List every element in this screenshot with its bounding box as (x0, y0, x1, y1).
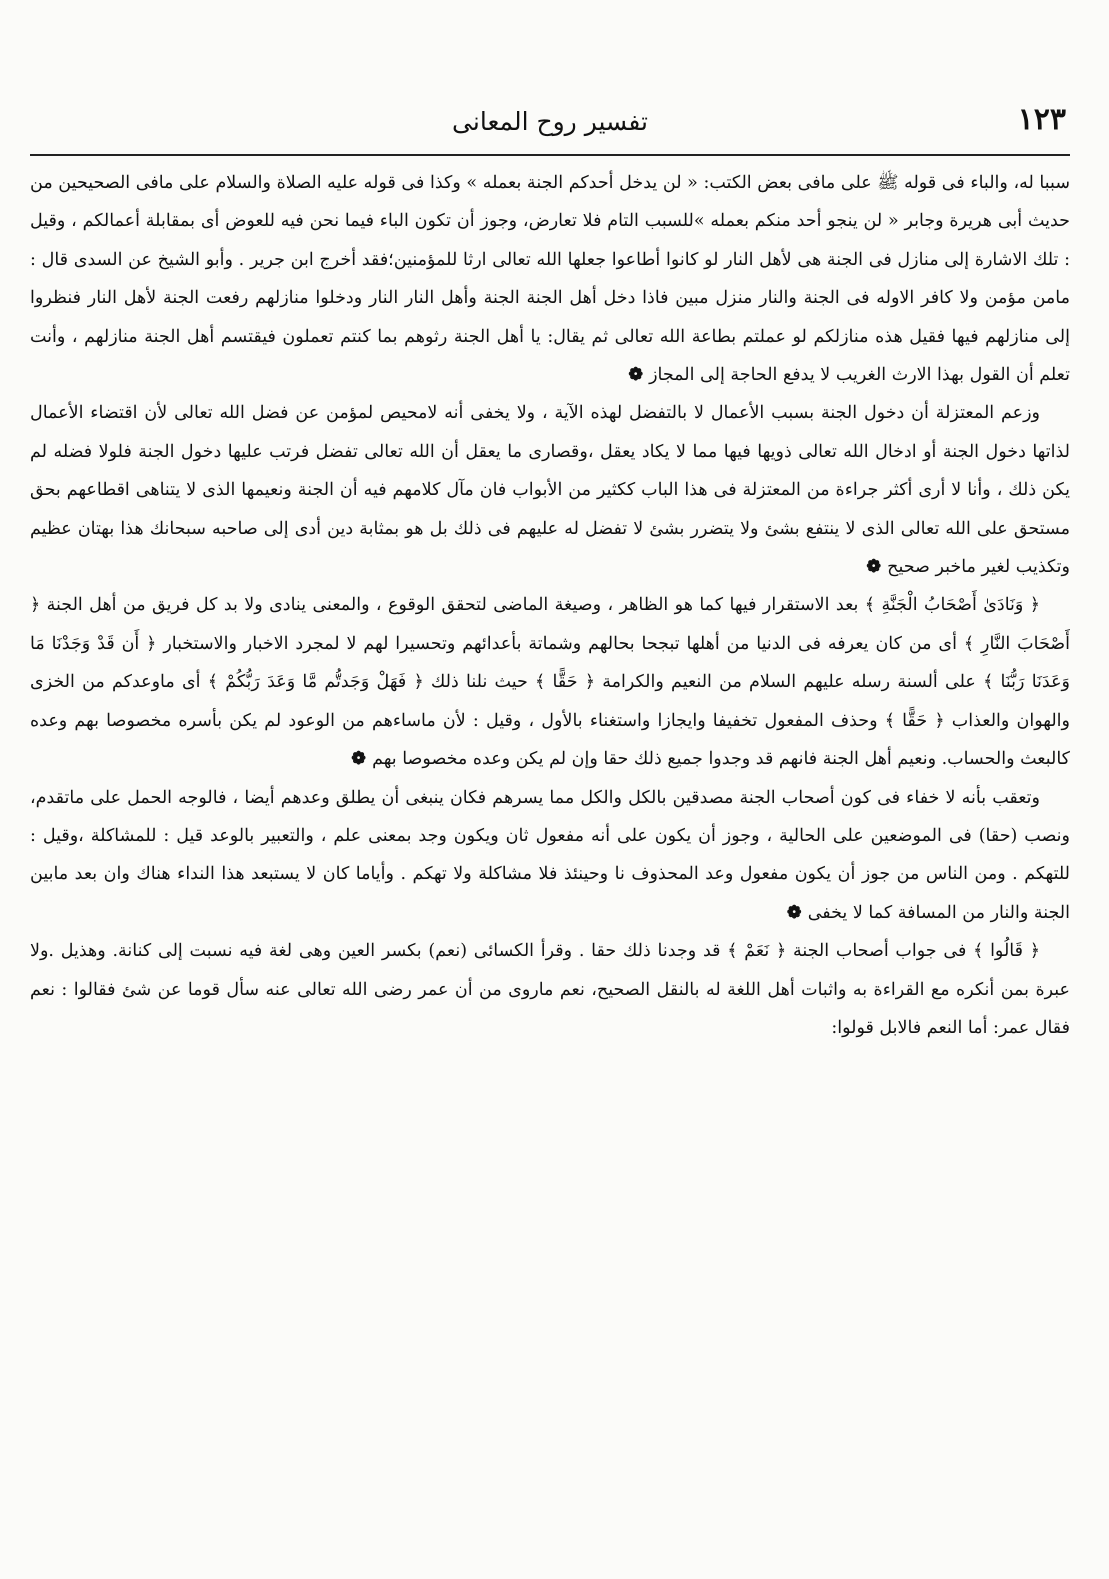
paragraph-text: ﴿ وَنَادَىٰ أَصْحَابُ الْجَنَّةِ ﴾ بعد الاستقرار فيها كما هو الظاهر ، وصيغة الماضى لتحقق الوقوع ، والمعنى ينادى ولا بد كل فريق من أهل الجنة ﴿ أَصْحَابَ النَّارِ ﴾ أى من كان يعرفه فى الدنيا من أهلها تبجحا بحالهم وشماتة بأعدائهم وتحسيرا لهم لا لمجرد الاخبار والاستخبار ﴿ أَن قَدْ وَجَدْنَا مَا وَعَدَنَا رَبُّنَا ﴾ على ألسنة رسله عليهم السلام من النعيم والكرامة ﴿ حَقًّا ﴾ حيث نلنا ذلك ﴿ فَهَلْ وَجَدتُّم مَّا وَعَدَ رَبُّكُمْ ﴾ أى ماوعدكم من الخزى والهوان والعذاب ﴿ حَقًّا ﴾ وحذف المفعول تخفيفا وايجازا واستغناء بالأول ، وقيل : لأن ماساءهم من الوعود لم يكن بأسره مخصوصا بهم وعده كالبعث والحساب. ونعيم أهل الجنة فانهم قد وجدوا جميع ذلك حقا وإن لم يكن وعده مخصوصا بهم (30, 595, 1070, 770)
page (30, 100, 1070, 1540)
paragraph (30, 932, 1070, 1047)
paragraph-text: وزعم المعتزلة أن دخول الجنة بسبب الأعمال لا بالتفضل لهذه الآية ، ولا يخفى أنه لامحيص لمؤمن عن فضل الله تعالى لأن اقتضاء الأعمال لذاتها دخول الجنة أو ادخال الله تعالى ذويها فيها مما لا يكاد يعقل ،وقصارى ما يعقل أن الله تعالى تفضل فرتب عليها دخول الجنة فلولا فضله لم يكن ذلك ، وأنا لا أرى أكثر جراءة من المعتزلة فى هذا الباب ككثير من الأبواب فان مآل كلامهم فيه أن الجنة ونعيمها الذى لا يتناهى اقطاعهم بحق مستحق على الله تعالى الذى لا ينتفع بشئ ولا يتضرر بشئ لا تفضل له عليهم فى ذلك بل هو بمثابة دين أدى إلى صاحبه سبحانك هذا بهتان عظيم وتكذيب لغير ماخبر صحيح (30, 403, 1070, 578)
paragraph-end-mark: ❁ (866, 557, 888, 578)
page-header (30, 100, 1070, 156)
paragraph-text: سببا له، والباء فى قوله ﷺ على مافى بعض الكتب: « لن يدخل أحدكم الجنة بعمله » وكذا فى قوله عليه الصلاة والسلام على مافى الصحيحين من حديث أبى هريرة وجابر « لن ينجو أحد منكم بعمله »للسبب التام فلا تعارض، وجوز أن تكون الباء فيما نحن فيه للعوض أى بمقابلة أعمالكم ، وقيل : تلك الاشارة إلى منازل فى الجنة هى لأهل النار لو كانوا أطاعوا جعلها الله تعالى ارثا للمؤمنين؛فقد أخرج ابن جرير . وأبو الشيخ عن السدى قال : مامن مؤمن ولا كافر الاوله فى الجنة والنار منزل مبين فاذا دخل أهل الجنة الجنة وأهل النار النار ودخلوا منازلهم رفعت الجنة لأهل النار فنظروا إلى منازلهم فيها فقيل هذه منازلكم لو عملتم بطاعة الله تعالى ثم يقال: يا أهل الجنة رثوهم بما كنتم تعملون فيقتسم أهل الجنة منازلهم ، وأنت تعلم أن القول بهذا الارث الغريب لا يدفع الحاجة إلى المجاز (30, 173, 1070, 386)
page-number: ١٢٣ (1017, 102, 1066, 137)
running-title: تفسير روح المعانى (452, 107, 648, 136)
paragraph-end-mark: ❁ (351, 749, 373, 770)
paragraph-text: وتعقب بأنه لا خفاء فى كون أصحاب الجنة مصدقين بالكل والكل مما يسرهم فكان ينبغى أن يطلق وعدهم أيضا ، فالوجه الحمل على ماتقدم، ونصب (حقا) فى الموضعين على الحالية ، وجوز أن يكون على أنه مفعول ثان ويكون وجد بمعنى علم ، والتعبير بالوعد قيل : للمشاكلة ،وقيل : للتهكم . ومن الناس من جوز أن يكون مفعول وعد المحذوف نا وحينئذ فلا مشاكلة ولا تهكم . وأياما كان لا يستبعد هذا النداء هناك وان بعد مابين الجنة والنار من المسافة كما لا يخفى (30, 787, 1070, 923)
page-body (30, 164, 1070, 1047)
paragraph (30, 394, 1070, 586)
paragraph (30, 779, 1070, 933)
paragraph (30, 586, 1070, 778)
paragraph-text: ﴿ قَالُوا ﴾ فى جواب أصحاب الجنة ﴿ نَعَمْ ﴾ قد وجدنا ذلك حقا . وقرأ الكسائى (نعم) بكسر العين وهى لغة فيه نسبت إلى كنانة. وهذيل .ولا عبرة بمن أنكره مع القراءة به واثبات أهل اللغة له بالنقل الصحيح، نعم ماروى من أن عمر رضى الله تعالى عنه سأل قوما عن شئ فقالوا : نعم فقال عمر: أما النعم فالابل قولوا: (30, 941, 1070, 1038)
paragraph-end-mark: ❁ (786, 902, 808, 923)
paragraph-end-mark: ❁ (628, 365, 650, 386)
paragraph (30, 164, 1070, 394)
header-rule (30, 154, 1070, 156)
